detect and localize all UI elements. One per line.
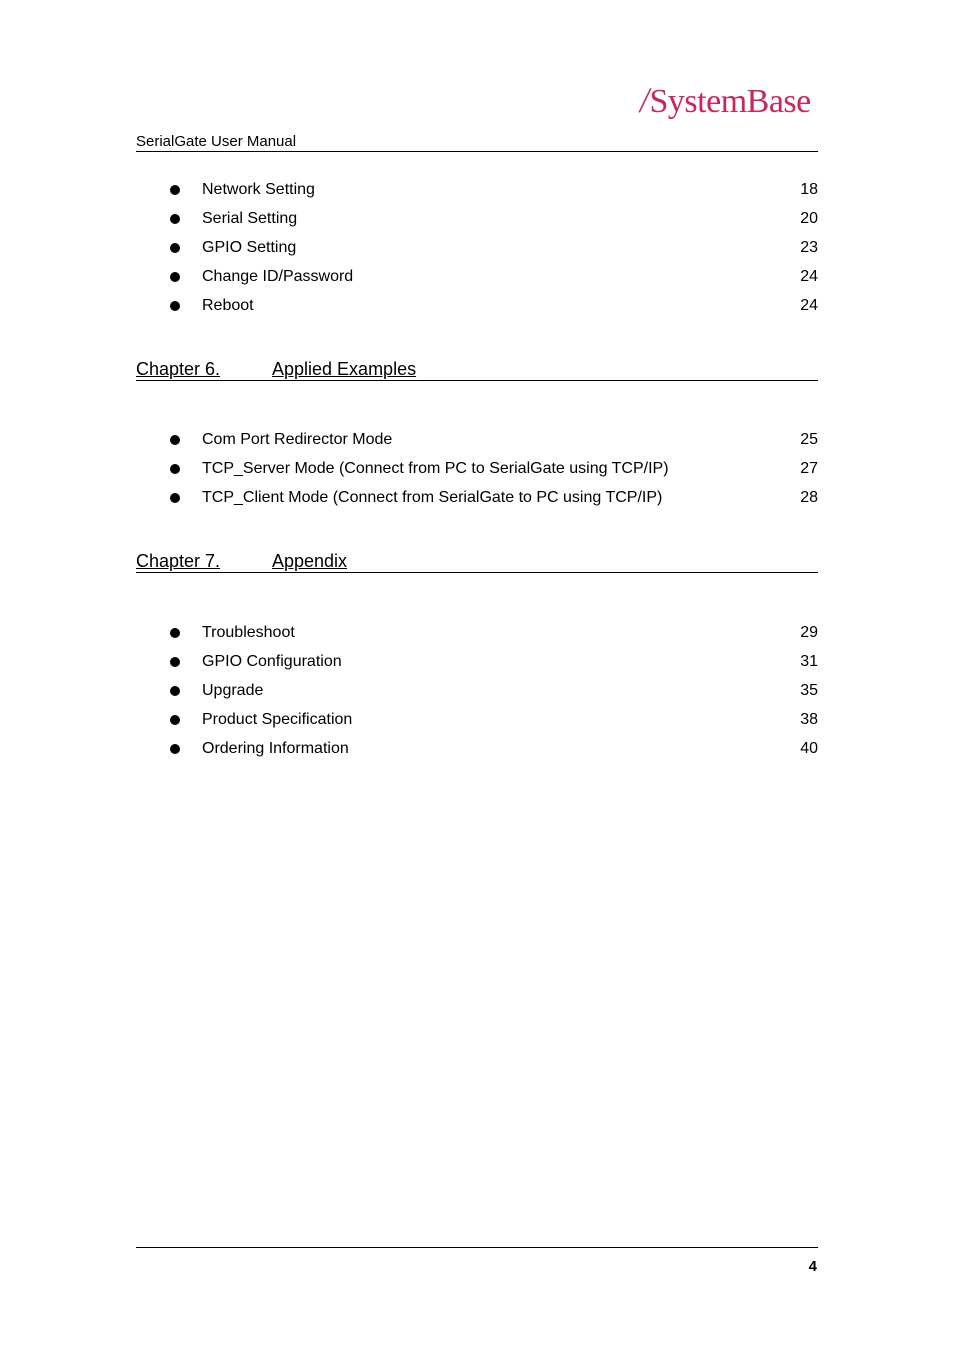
toc-entry-page: 18 xyxy=(800,181,818,198)
chapter-heading-6[interactable] xyxy=(136,358,818,381)
toc-entry-page: 20 xyxy=(800,210,818,227)
bullet-icon xyxy=(170,272,180,282)
chapter-title: Appendix xyxy=(272,551,348,571)
toc-entry-page: 25 xyxy=(800,431,818,448)
bullet-icon xyxy=(170,744,180,754)
toc-entry-page: 40 xyxy=(800,740,818,757)
toc-section-chapter-5 xyxy=(136,180,818,325)
bullet-icon xyxy=(170,435,180,445)
toc-entry-label: Change ID/Password xyxy=(202,268,354,285)
toc-entry[interactable] xyxy=(136,710,818,739)
bullet-icon xyxy=(170,493,180,503)
toc-entry-page: 23 xyxy=(800,239,818,256)
toc-entry[interactable] xyxy=(136,267,818,296)
toc-entry-label: Com Port Redirector Mode xyxy=(202,431,393,448)
chapter-title: Applied Examples xyxy=(272,359,417,379)
toc-entry-label: Reboot xyxy=(202,297,254,314)
toc-entry[interactable] xyxy=(136,238,818,267)
toc-entry-label: Network Setting xyxy=(202,181,315,198)
toc-entry[interactable] xyxy=(136,209,818,238)
toc-entry-label: GPIO Configuration xyxy=(202,653,342,670)
bullet-icon xyxy=(170,715,180,725)
header-divider xyxy=(136,151,818,152)
toc-entry-page: 35 xyxy=(800,682,818,699)
toc-entry[interactable] xyxy=(136,488,818,517)
logo-text: SystemBase xyxy=(649,83,811,120)
page-number: 4 xyxy=(808,1258,817,1275)
bullet-icon xyxy=(170,243,180,253)
toc-entry-page: 24 xyxy=(800,268,818,285)
chapter-number: Chapter 7. xyxy=(136,551,221,571)
toc-entry[interactable] xyxy=(136,652,818,681)
toc-entry-page: 28 xyxy=(800,489,818,506)
bullet-icon xyxy=(170,657,180,667)
document-title: SerialGate User Manual xyxy=(136,133,297,150)
toc-entry[interactable] xyxy=(136,459,818,488)
toc-entry[interactable] xyxy=(136,681,818,710)
toc-entry[interactable] xyxy=(136,180,818,209)
toc-entry-label: Troubleshoot xyxy=(202,624,295,641)
toc-entry[interactable] xyxy=(136,739,818,768)
toc-entry-page: 29 xyxy=(800,624,818,641)
toc-entry[interactable] xyxy=(136,296,818,325)
toc-entry-label: TCP_Server Mode (Connect from PC to SerialGate using TCP/IP) xyxy=(202,460,669,477)
bullet-icon xyxy=(170,686,180,696)
toc-section-chapter-6 xyxy=(136,430,818,517)
bullet-icon xyxy=(170,214,180,224)
toc-entry-label: Serial Setting xyxy=(202,210,298,227)
toc-entry-label: GPIO Setting xyxy=(202,239,297,256)
chapter-heading-7[interactable] xyxy=(136,550,818,573)
bullet-icon xyxy=(170,301,180,311)
toc-entry[interactable] xyxy=(136,430,818,459)
toc-entry-page: 27 xyxy=(800,460,818,477)
toc-entry-page: 31 xyxy=(800,653,818,670)
bullet-icon xyxy=(170,464,180,474)
toc-entry-page: 24 xyxy=(800,297,818,314)
chapter-number: Chapter 6. xyxy=(136,359,221,379)
toc-entry[interactable] xyxy=(136,623,818,652)
toc-entry-label: Upgrade xyxy=(202,682,264,699)
toc-section-chapter-7 xyxy=(136,623,818,768)
toc-entry-page: 38 xyxy=(800,711,818,728)
bullet-icon xyxy=(170,628,180,638)
logo-mark-icon: / xyxy=(637,80,653,120)
bullet-icon xyxy=(170,185,180,195)
toc-entry-label: Product Specification xyxy=(202,711,353,728)
footer-divider xyxy=(136,1247,818,1248)
toc-entry-label: Ordering Information xyxy=(202,740,349,757)
toc-entry-label: TCP_Client Mode (Connect from SerialGate to PC using TCP/IP) xyxy=(202,489,663,506)
systembase-logo xyxy=(637,78,820,122)
